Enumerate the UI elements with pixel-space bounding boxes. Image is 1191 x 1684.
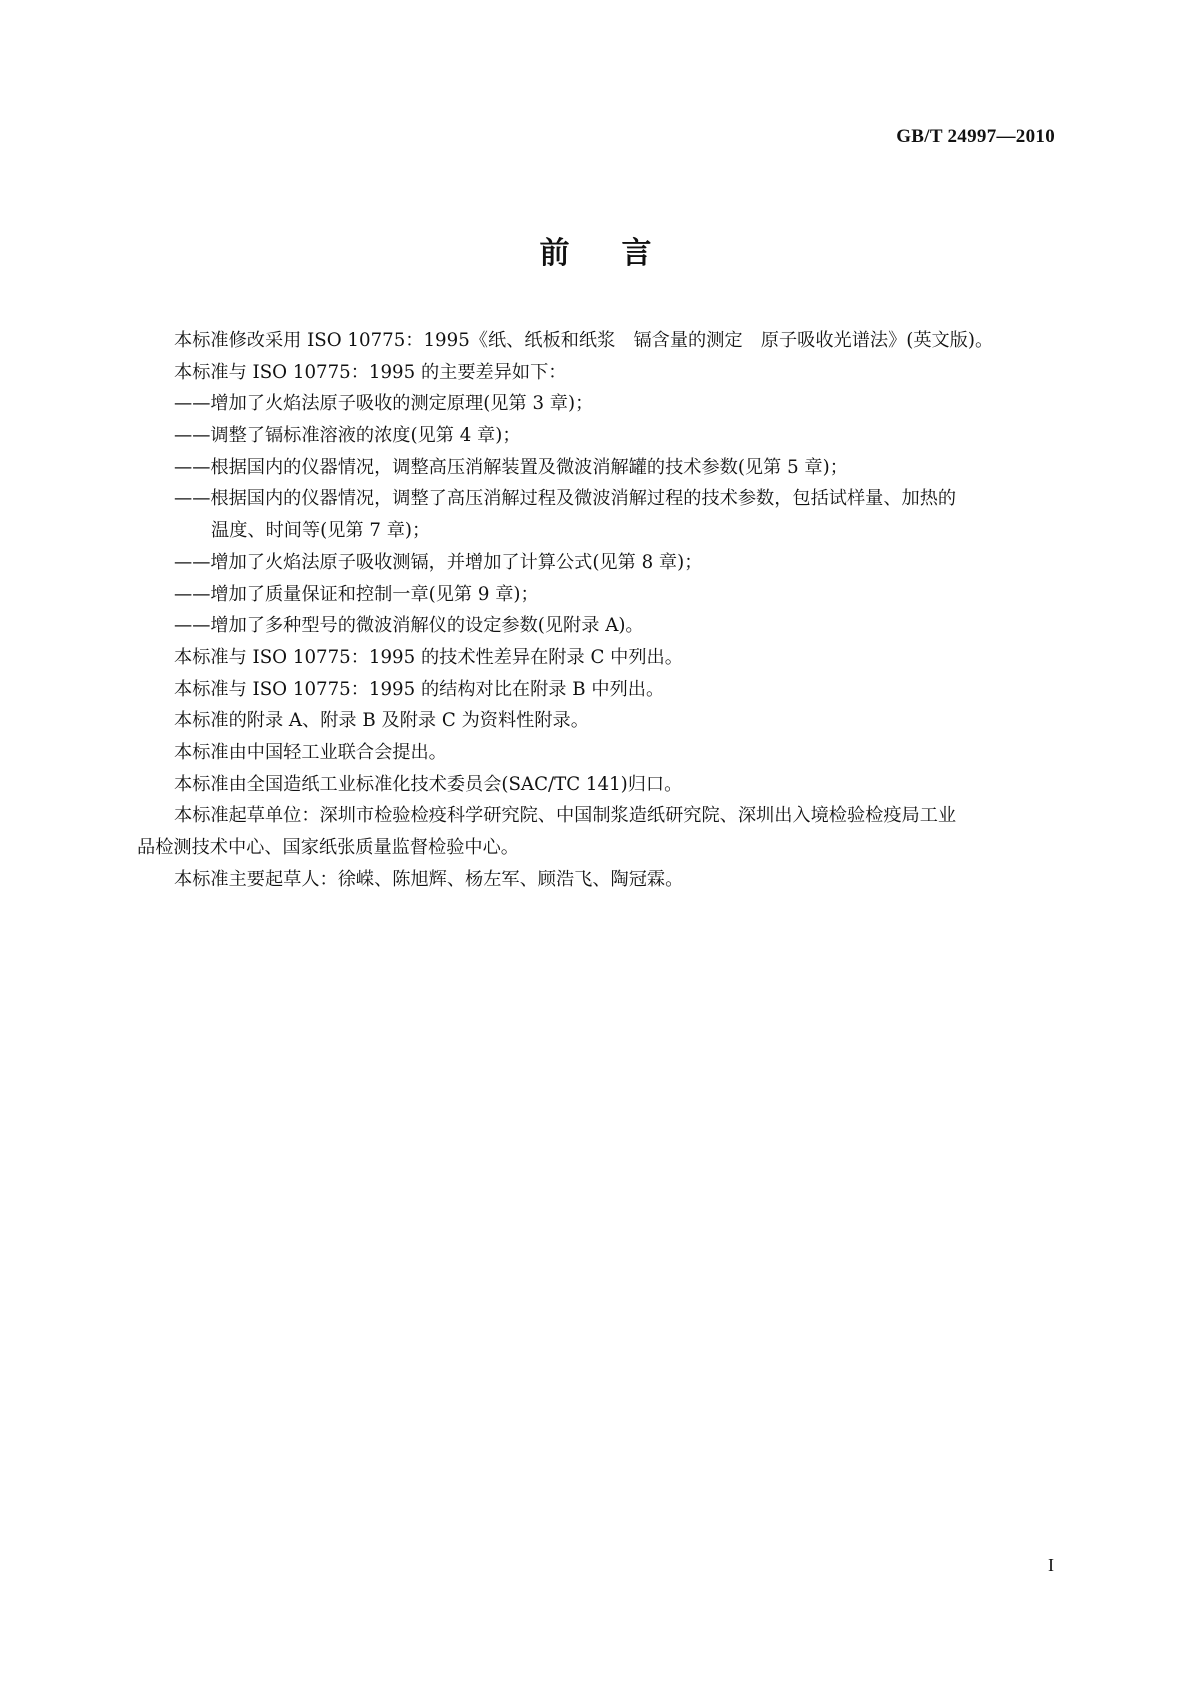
paragraph-differences-intro: 本标准与 ISO 10775：1995 的主要差异如下： [174,361,567,383]
page-title: 前言 [539,236,704,271]
paragraph-proposed-by: 本标准由中国轻工业联合会提出。 [174,741,447,763]
paragraph-structure-comparison: 本标准与 ISO 10775：1995 的结构对比在附录 B 中列出。 [174,678,665,700]
paragraph-line: 本标准起草单位：深圳市检验检疫科学研究院、中国制浆造纸研究院、深圳出入境检验检疫局工业 [174,805,957,827]
paragraph-centralized-by: 本标准由全国造纸工业标准化技术委员会(SAC/TC 141)归口。 [174,773,683,795]
page-number: I [1048,1555,1054,1575]
list-item: ——增加了多种型号的微波消解仪的设定参数(见附录 A)。 [174,615,644,637]
standard-code: GB/T 24997—2010 [896,126,1055,147]
list-item: ——根据国内的仪器情况，调整高压消解装置及微波消解罐的技术参数(见第 5 章)； [174,456,848,478]
list-item: ——增加了火焰法原子吸收测镉，并增加了计算公式(见第 8 章)； [174,551,703,573]
list-item: ——调整了镉标准溶液的浓度(见第 4 章)； [174,425,521,447]
paragraph-drafting-units [137,800,1057,863]
list-item-line: ——根据国内的仪器情况，调整了高压消解过程及微波消解过程的技术参数，包括试样量、加热的 [174,488,957,510]
preface-body [137,325,1057,895]
list-item: ——增加了火焰法原子吸收的测定原理(见第 3 章)； [174,393,594,415]
paragraph-drafters: 本标准主要起草人：徐嵘、陈旭辉、杨左军、顾浩飞、陶冠霖。 [174,868,684,890]
paragraph-adoption: 本标准修改采用 ISO 10775：1995《纸、纸板和纸浆 镉含量的测定 原子吸收光谱法》(英文版)。 [174,330,994,351]
list-item [137,483,1057,546]
paragraph-annexes: 本标准的附录 A、附录 B 及附录 C 为资料性附录。 [174,710,589,732]
paragraph-continuation: 品检测技术中心、国家纸张质量监督检验中心。 [137,837,519,859]
list-item-continuation: 温度、时间等(见第 7 章)； [211,520,431,542]
list-item: ——增加了质量保证和控制一章(见第 9 章)； [174,583,539,605]
paragraph-technical-differences: 本标准与 ISO 10775：1995 的技术性差异在附录 C 中列出。 [174,646,683,668]
